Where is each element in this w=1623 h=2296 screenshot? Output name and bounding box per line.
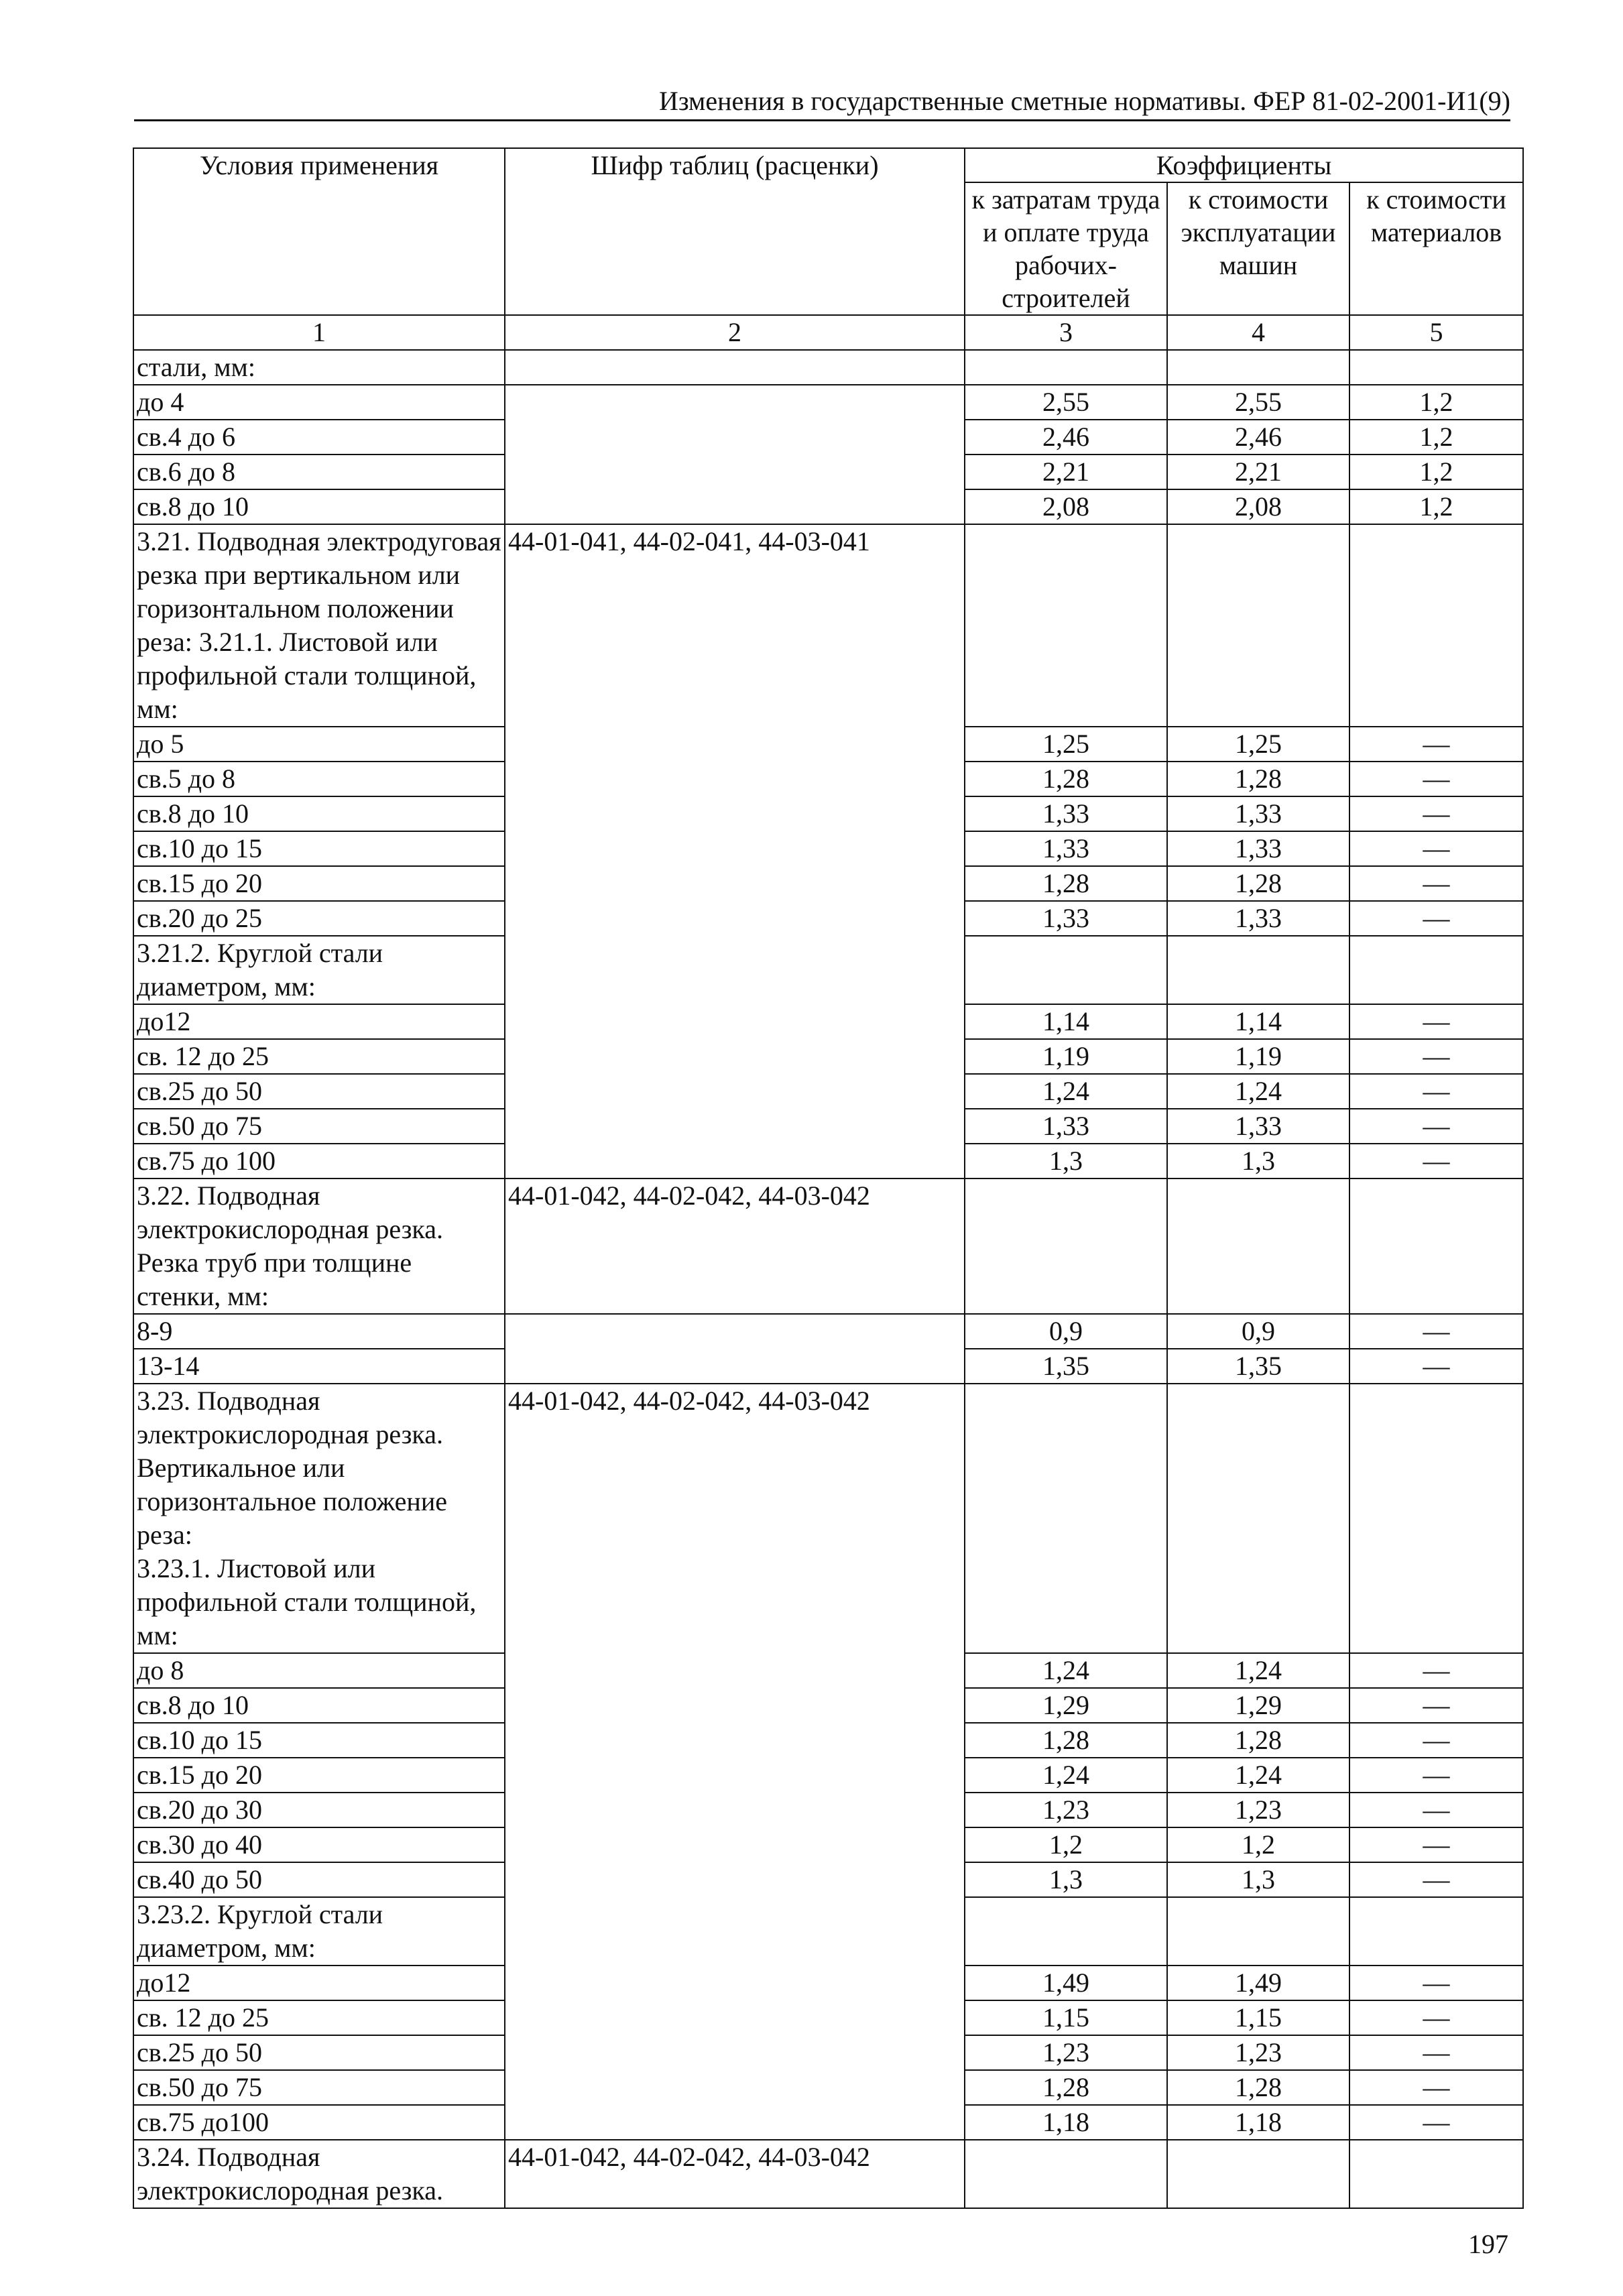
materials-coefficient: — — [1349, 762, 1523, 796]
labor-coefficient: 1,49 — [965, 1966, 1167, 2000]
condition-cell: 8-9 — [133, 1314, 505, 1349]
materials-coefficient: — — [1349, 2035, 1523, 2070]
materials-coefficient: — — [1349, 1039, 1523, 1074]
labor-coefficient: 2,21 — [965, 455, 1167, 489]
condition-cell: св.25 до 50 — [133, 1074, 505, 1109]
materials-coefficient: — — [1349, 866, 1523, 901]
condition-cell: 13-14 — [133, 1349, 505, 1384]
machines-coefficient: 1,25 — [1167, 727, 1349, 762]
labor-coefficient: 1,25 — [965, 727, 1167, 762]
labor-coefficient: 1,28 — [965, 2070, 1167, 2105]
condition-cell: до 5 — [133, 727, 505, 762]
condition-cell: св.30 до 40 — [133, 1827, 505, 1862]
labor-coefficient: 1,3 — [965, 1144, 1167, 1179]
labor-coefficient: 2,08 — [965, 489, 1167, 524]
machines-coefficient: 1,15 — [1167, 2000, 1349, 2035]
machines-coefficient — [1167, 2140, 1349, 2208]
labor-coefficient: 1,15 — [965, 2000, 1167, 2035]
materials-coefficient: — — [1349, 1144, 1523, 1179]
machines-coefficient: 2,46 — [1167, 420, 1349, 455]
machines-coefficient: 0,9 — [1167, 1314, 1349, 1349]
labor-coefficient: 1,24 — [965, 1074, 1167, 1109]
column-number: 2 — [505, 315, 965, 350]
machines-coefficient — [1167, 524, 1349, 727]
condition-cell: 3.22. Подводная электрокислородная резка. Резка труб при толщине стенки, мм: — [133, 1179, 505, 1314]
materials-coefficient: — — [1349, 901, 1523, 936]
column-number: 3 — [965, 315, 1167, 350]
labor-coefficient: 1,35 — [965, 1349, 1167, 1384]
condition-cell: св.20 до 30 — [133, 1793, 505, 1827]
materials-coefficient — [1349, 2140, 1523, 2208]
condition-cell: св.40 до 50 — [133, 1862, 505, 1897]
machines-coefficient: 1,2 — [1167, 1827, 1349, 1862]
materials-coefficient: — — [1349, 2105, 1523, 2140]
materials-coefficient: — — [1349, 727, 1523, 762]
labor-coefficient — [965, 1384, 1167, 1653]
machines-coefficient: 1,23 — [1167, 1793, 1349, 1827]
materials-coefficient: 1,2 — [1349, 455, 1523, 489]
header-labor: к затратам труда и оплате труда рабочих-строителей — [965, 182, 1167, 315]
labor-coefficient: 2,46 — [965, 420, 1167, 455]
labor-coefficient: 1,28 — [965, 1723, 1167, 1758]
table-row — [133, 524, 1523, 727]
condition-cell: 3.21.2. Круглой стали диаметром, мм: — [133, 936, 505, 1004]
materials-coefficient: — — [1349, 2070, 1523, 2105]
machines-coefficient: 1,28 — [1167, 1723, 1349, 1758]
table-row — [133, 385, 1523, 420]
materials-coefficient: 1,2 — [1349, 489, 1523, 524]
machines-coefficient: 2,08 — [1167, 489, 1349, 524]
coefficients-table — [133, 147, 1524, 2209]
condition-cell: 3.24. Подводная электрокислородная резка. — [133, 2140, 505, 2208]
machines-coefficient: 1,3 — [1167, 1862, 1349, 1897]
header-conditions: Условия применения — [133, 148, 505, 315]
materials-coefficient — [1349, 1897, 1523, 1966]
materials-coefficient — [1349, 1179, 1523, 1314]
labor-coefficient: 1,3 — [965, 1862, 1167, 1897]
condition-cell: св.15 до 20 — [133, 866, 505, 901]
document-header: Изменения в государственные сметные нормативы. ФЕР 81-02-2001-И1(9) — [134, 84, 1510, 121]
condition-cell: св.6 до 8 — [133, 455, 505, 489]
page-number: 197 — [1468, 2229, 1508, 2259]
materials-coefficient: — — [1349, 1758, 1523, 1793]
column-number: 5 — [1349, 315, 1523, 350]
machines-coefficient: 1,23 — [1167, 2035, 1349, 2070]
labor-coefficient: 1,24 — [965, 1758, 1167, 1793]
code-cell: 44-01-042, 44-02-042, 44-03-042 — [505, 2140, 965, 2208]
labor-coefficient: 1,23 — [965, 1793, 1167, 1827]
labor-coefficient: 1,28 — [965, 866, 1167, 901]
condition-cell: св.4 до 6 — [133, 420, 505, 455]
materials-coefficient — [1349, 350, 1523, 385]
column-number: 1 — [133, 315, 505, 350]
machines-coefficient: 1,19 — [1167, 1039, 1349, 1074]
labor-coefficient — [965, 1897, 1167, 1966]
materials-coefficient: — — [1349, 1653, 1523, 1688]
condition-cell: 3.23. Подводная электрокислородная резка. Вертикальное или горизонтальное положение реза: 3.23.1. Листовой или профильной стали толщиной, мм: — [133, 1384, 505, 1653]
condition-cell: св. 12 до 25 — [133, 2000, 505, 2035]
labor-coefficient: 1,33 — [965, 831, 1167, 866]
materials-coefficient: — — [1349, 1109, 1523, 1144]
labor-coefficient: 1,28 — [965, 762, 1167, 796]
materials-coefficient: — — [1349, 1793, 1523, 1827]
machines-coefficient: 1,33 — [1167, 796, 1349, 831]
labor-coefficient: 1,29 — [965, 1688, 1167, 1723]
table-row — [133, 350, 1523, 385]
table-row — [133, 1314, 1523, 1349]
machines-coefficient: 1,33 — [1167, 901, 1349, 936]
header-materials: к стоимости материалов — [1349, 182, 1523, 315]
labor-coefficient: 1,19 — [965, 1039, 1167, 1074]
table-row — [133, 2140, 1523, 2208]
condition-cell: св.75 до100 — [133, 2105, 505, 2140]
machines-coefficient — [1167, 1179, 1349, 1314]
code-cell: 44-01-042, 44-02-042, 44-03-042 — [505, 1384, 965, 2140]
condition-cell: св.75 до 100 — [133, 1144, 505, 1179]
machines-coefficient: 1,49 — [1167, 1966, 1349, 2000]
machines-coefficient: 1,35 — [1167, 1349, 1349, 1384]
labor-coefficient — [965, 524, 1167, 727]
column-number: 4 — [1167, 315, 1349, 350]
header-coefficients: Коэффициенты — [965, 148, 1523, 182]
machines-coefficient: 1,14 — [1167, 1004, 1349, 1039]
labor-coefficient: 1,23 — [965, 2035, 1167, 2070]
header-code: Шифр таблиц (расценки) — [505, 148, 965, 315]
code-cell: 44-01-042, 44-02-042, 44-03-042 — [505, 1179, 965, 1314]
condition-cell: св.50 до 75 — [133, 1109, 505, 1144]
code-cell — [505, 350, 965, 385]
header-machines: к стоимости эксплуатации машин — [1167, 182, 1349, 315]
materials-coefficient: — — [1349, 831, 1523, 866]
labor-coefficient: 1,33 — [965, 796, 1167, 831]
materials-coefficient: — — [1349, 1723, 1523, 1758]
code-cell — [505, 1314, 965, 1384]
table-body — [133, 350, 1523, 2208]
machines-coefficient: 1,24 — [1167, 1758, 1349, 1793]
machines-coefficient — [1167, 350, 1349, 385]
machines-coefficient: 1,28 — [1167, 762, 1349, 796]
materials-coefficient: — — [1349, 1074, 1523, 1109]
materials-coefficient: 1,2 — [1349, 420, 1523, 455]
condition-cell: св.10 до 15 — [133, 831, 505, 866]
condition-cell: св.8 до 10 — [133, 1688, 505, 1723]
labor-coefficient: 1,18 — [965, 2105, 1167, 2140]
condition-cell: до12 — [133, 1004, 505, 1039]
machines-coefficient — [1167, 1897, 1349, 1966]
materials-coefficient: — — [1349, 1004, 1523, 1039]
materials-coefficient — [1349, 936, 1523, 1004]
condition-cell: св.20 до 25 — [133, 901, 505, 936]
machines-coefficient: 1,28 — [1167, 2070, 1349, 2105]
condition-cell: стали, мм: — [133, 350, 505, 385]
materials-coefficient — [1349, 524, 1523, 727]
machines-coefficient: 1,29 — [1167, 1688, 1349, 1723]
labor-coefficient: 1,33 — [965, 901, 1167, 936]
labor-coefficient — [965, 1179, 1167, 1314]
machines-coefficient: 2,21 — [1167, 455, 1349, 489]
condition-cell: св.10 до 15 — [133, 1723, 505, 1758]
machines-coefficient: 1,3 — [1167, 1144, 1349, 1179]
labor-coefficient — [965, 936, 1167, 1004]
table-row — [133, 1179, 1523, 1314]
materials-coefficient: — — [1349, 2000, 1523, 2035]
column-numbers-row — [133, 315, 1523, 350]
materials-coefficient: — — [1349, 1688, 1523, 1723]
labor-coefficient: 2,55 — [965, 385, 1167, 420]
machines-coefficient: 1,24 — [1167, 1074, 1349, 1109]
machines-coefficient — [1167, 1384, 1349, 1653]
labor-coefficient — [965, 2140, 1167, 2208]
condition-cell: до 8 — [133, 1653, 505, 1688]
condition-cell: св.15 до 20 — [133, 1758, 505, 1793]
materials-coefficient: — — [1349, 1314, 1523, 1349]
condition-cell: 3.23.2. Круглой стали диаметром, мм: — [133, 1897, 505, 1966]
condition-cell: до12 — [133, 1966, 505, 2000]
labor-coefficient: 1,2 — [965, 1827, 1167, 1862]
materials-coefficient: — — [1349, 1827, 1523, 1862]
code-cell: 44-01-041, 44-02-041, 44-03-041 — [505, 524, 965, 1179]
machines-coefficient: 2,55 — [1167, 385, 1349, 420]
machines-coefficient: 1,24 — [1167, 1653, 1349, 1688]
labor-coefficient: 0,9 — [965, 1314, 1167, 1349]
materials-coefficient: — — [1349, 1862, 1523, 1897]
machines-coefficient: 1,33 — [1167, 831, 1349, 866]
code-cell — [505, 385, 965, 524]
condition-cell: св.8 до 10 — [133, 489, 505, 524]
labor-coefficient — [965, 350, 1167, 385]
labor-coefficient: 1,14 — [965, 1004, 1167, 1039]
materials-coefficient — [1349, 1384, 1523, 1653]
table-row — [133, 1384, 1523, 1653]
condition-cell: св.5 до 8 — [133, 762, 505, 796]
machines-coefficient: 1,28 — [1167, 866, 1349, 901]
materials-coefficient: 1,2 — [1349, 385, 1523, 420]
condition-cell: св. 12 до 25 — [133, 1039, 505, 1074]
condition-cell: св.8 до 10 — [133, 796, 505, 831]
machines-coefficient: 1,33 — [1167, 1109, 1349, 1144]
condition-cell: св.50 до 75 — [133, 2070, 505, 2105]
labor-coefficient: 1,24 — [965, 1653, 1167, 1688]
condition-cell: 3.21. Подводная электродуговая резка при вертикальном или горизонтальном положении реза: 3.21.1. Листовой или профильной стали толщиной, мм: — [133, 524, 505, 727]
condition-cell: до 4 — [133, 385, 505, 420]
labor-coefficient: 1,33 — [965, 1109, 1167, 1144]
machines-coefficient — [1167, 936, 1349, 1004]
materials-coefficient: — — [1349, 1349, 1523, 1384]
materials-coefficient: — — [1349, 796, 1523, 831]
materials-coefficient: — — [1349, 1966, 1523, 2000]
machines-coefficient: 1,18 — [1167, 2105, 1349, 2140]
condition-cell: св.25 до 50 — [133, 2035, 505, 2070]
